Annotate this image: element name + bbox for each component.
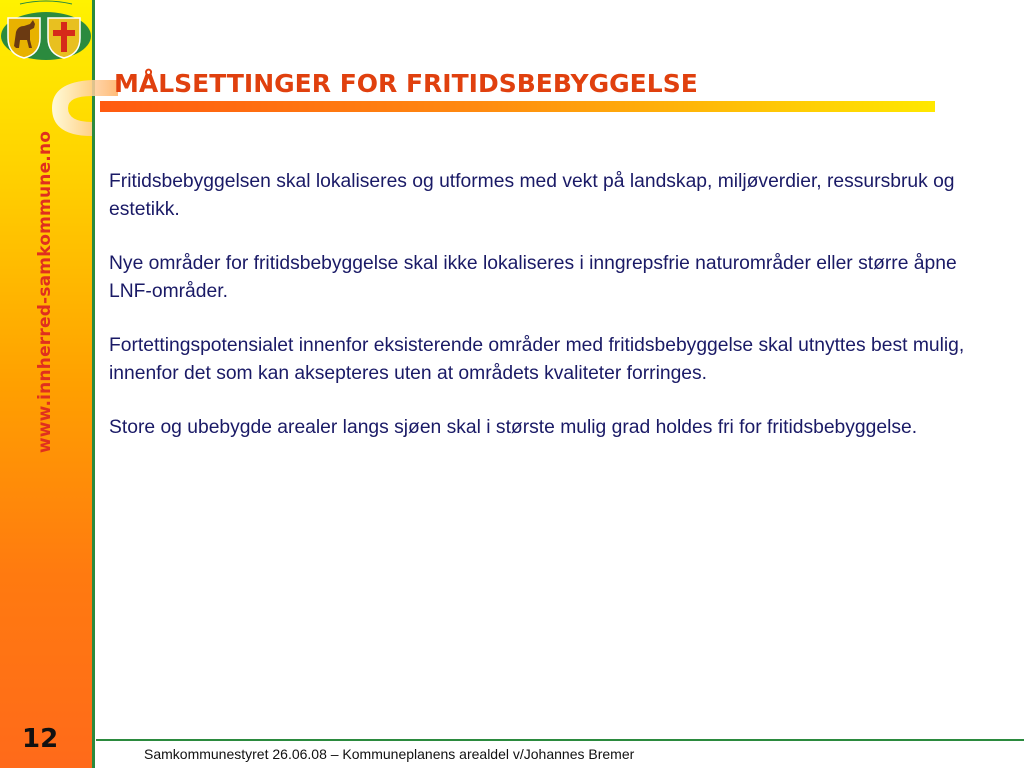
paragraph-1: Fritidsbebyggelsen skal lokaliseres og utformes med vekt på landskap, miljøverdier, ressursbruk og estetikk. [109, 171, 955, 220]
website-url[interactable]: www.innherred-samkommune.no [35, 130, 55, 454]
footer-text: Samkommunestyret 26.06.08 – Kommuneplanens arealdel v/Johannes Bremer [144, 746, 635, 762]
page-number: 12 [22, 724, 59, 754]
paragraph-2: Nye områder for fritidsbebyggelse skal ikke lokaliseres i inngrepsfrie naturområder eller større åpne LNF-områder. [109, 253, 957, 302]
slide-body [109, 168, 989, 468]
footer-divider [96, 739, 1024, 741]
paragraph-4: Store og ubebygde arealer langs sjøen skal i største mulig grad holdes fri for fritidsbebyggelse. [109, 417, 918, 438]
paragraph-3: Fortettingspotensialet innenfor eksisterende områder med fritidsbebyggelse skal utnyttes best mulig, innenfor det som kan aksepteres uten at områdets kvaliteter forringes. [109, 335, 965, 384]
slide-title: MÅLSETTINGER FOR FRITIDSBEBYGGELSE [114, 69, 698, 98]
